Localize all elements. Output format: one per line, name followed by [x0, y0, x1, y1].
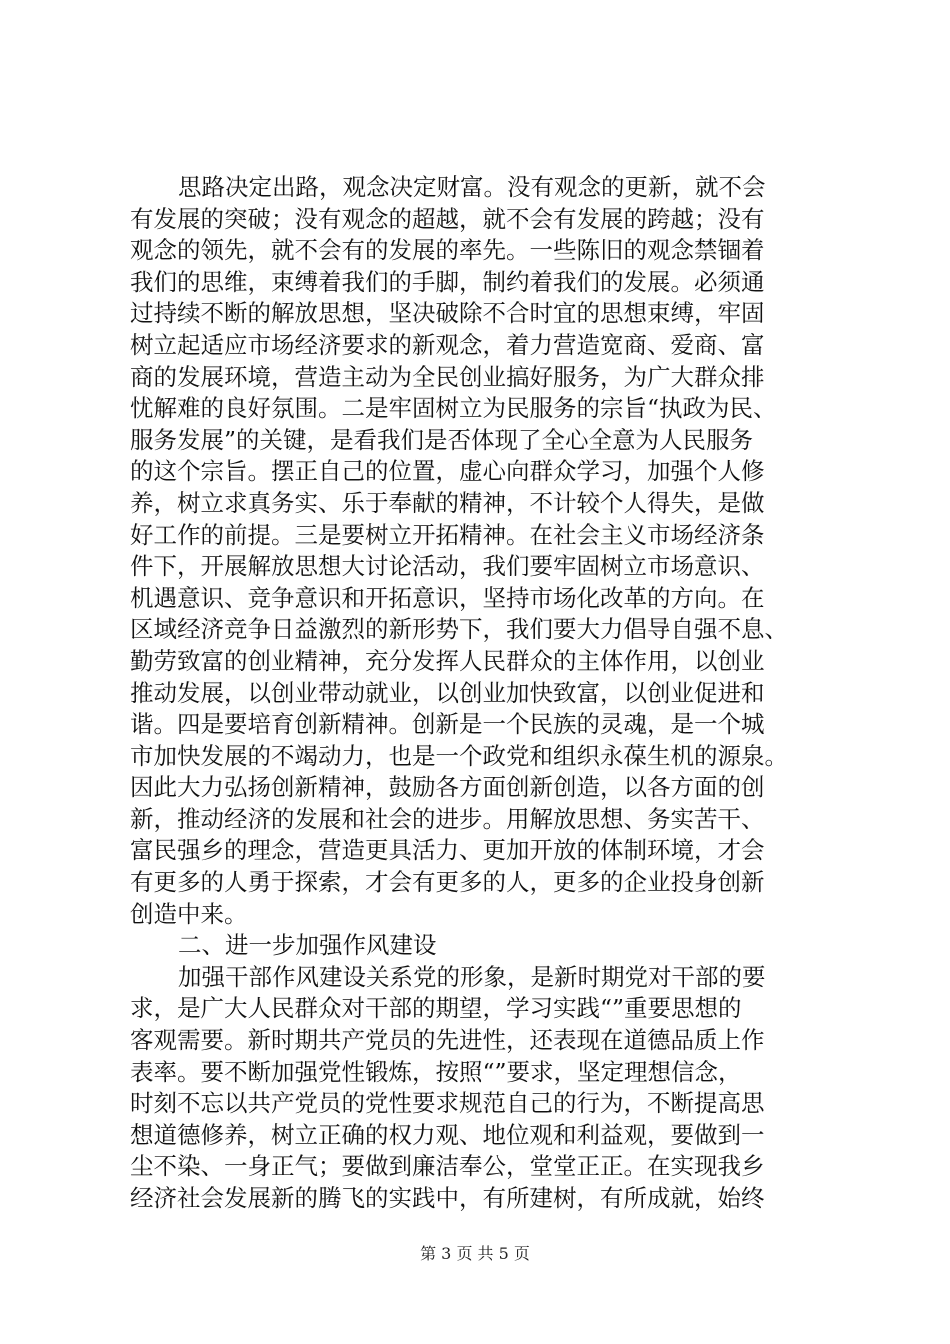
text-line: 服务发展”的关键，是看我们是否体现了全心全意为人民服务 — [130, 425, 754, 454]
text-line: 客观需要。新时期共产党员的先进性，还表现在道德品质上作 — [130, 1026, 765, 1055]
document-body — [130, 172, 830, 1215]
page-number-footer: 第 3 页 共 5 页 — [420, 1244, 530, 1263]
text-line: 忧解难的良好氛围。二是牢固树立为民服务的宗旨“执政为民、 — [130, 394, 777, 423]
text-line: 有更多的人勇于探索，才会有更多的人，更多的企业投身创新 — [130, 868, 765, 897]
text-line: 市加快发展的不竭动力，也是一个政党和组织永葆生机的源泉。 — [130, 741, 788, 770]
text-line: 好工作的前提。三是要树立开拓精神。在社会主义市场经济条 — [130, 520, 765, 549]
text-line: 加强干部作风建设关系党的形象，是新时期党对干部的要 — [178, 962, 766, 991]
text-line: 富民强乡的理念，营造更具活力、更加开放的体制环境，才会 — [130, 836, 765, 865]
text-line: 表率。要不断加强党性锻炼，按照“”要求，坚定理想信念， — [130, 1057, 742, 1086]
text-line: 创造中来。 — [130, 899, 248, 928]
text-line: 尘不染、一身正气；要做到廉洁奉公，堂堂正正。在实现我乡 — [130, 1152, 765, 1181]
text-line: 区域经济竞争日益激烈的新形势下，我们要大力倡导自强不息、 — [130, 615, 788, 644]
text-line: 我们的思维，束缚着我们的手脚，制约着我们的发展。必须通 — [130, 267, 765, 296]
text-line: 谐。四是要培育创新精神。创新是一个民族的灵魂，是一个城 — [130, 710, 765, 739]
text-line: 机遇意识、竞争意识和开拓意识，坚持市场化改革的方向。在 — [130, 583, 765, 612]
text-line: 养，树立求真务实、乐于奉献的精神，不计较个人得失，是做 — [130, 488, 765, 517]
text-line: 过持续不断的解放思想，坚决破除不合时宜的思想束缚，牢固 — [130, 299, 765, 328]
text-line: 树立起适应市场经济要求的新观念，着力营造宽商、爱商、富 — [130, 330, 765, 359]
text-line: 商的发展环境，营造主动为全民创业搞好服务，为广大群众排 — [130, 362, 765, 391]
text-line: 时刻不忘以共产党员的党性要求规范自己的行为，不断提高思 — [130, 1089, 765, 1118]
text-line: 思路决定出路，观念决定财富。没有观念的更新，就不会 — [178, 173, 766, 201]
text-line: 二、进一步加强作风建设 — [178, 931, 437, 960]
text-line: 求，是广大人民群众对干部的期望，学习实践“”重要思想的 — [130, 994, 742, 1023]
text-line: 观念的领先，就不会有的发展的率先。一些陈旧的观念禁锢着 — [130, 236, 765, 265]
text-line: 的这个宗旨。摆正自己的位置，虚心向群众学习，加强个人修 — [130, 457, 765, 486]
text-line: 经济社会发展新的腾飞的实践中，有所建树，有所成就，始终 — [130, 1184, 765, 1212]
text-line: 新，推动经济的发展和社会的进步。用解放思想、务实苦干、 — [130, 804, 765, 833]
text-line: 件下，开展解放思想大讨论活动，我们要牢固树立市场意识、 — [130, 552, 765, 581]
text-line: 有发展的突破；没有观念的超越，就不会有发展的跨越；没有 — [130, 204, 765, 233]
text-line: 推动发展，以创业带动就业，以创业加快致富，以创业促进和 — [130, 678, 765, 707]
text-line: 想道德修养，树立正确的权力观、地位观和利益观，要做到一 — [130, 1120, 765, 1149]
text-line: 因此大力弘扬创新精神，鼓励各方面创新创造，以各方面的创 — [130, 773, 765, 802]
text-line: 勤劳致富的创业精神，充分发挥人民群众的主体作用，以创业 — [130, 646, 765, 675]
